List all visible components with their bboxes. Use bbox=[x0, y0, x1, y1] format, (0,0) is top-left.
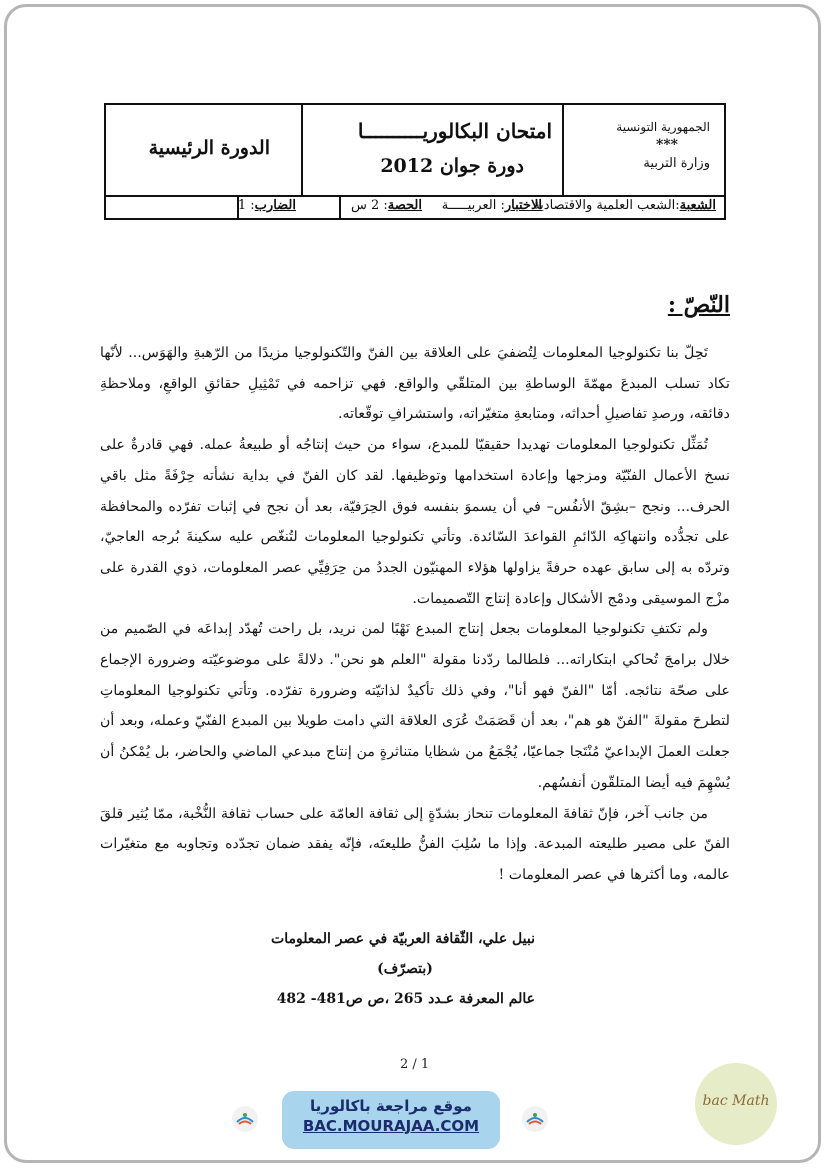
text-source bbox=[271, 924, 535, 1014]
source-author: نبيل علي، الثّقافة العربيّة في عصر المعلومات bbox=[271, 931, 535, 947]
duration-label: الحصة bbox=[387, 198, 422, 213]
subject-field bbox=[442, 198, 542, 213]
header-divider bbox=[106, 195, 724, 197]
site-logo-icon bbox=[522, 1106, 548, 1132]
stars: *** bbox=[656, 137, 678, 153]
header-divider bbox=[562, 105, 564, 195]
duration-field bbox=[351, 198, 422, 213]
paragraph: ولم تكتفِ تكنولوجيا المعلومات بجعل إنتاج المبدع نَهْبًا لمن نريد، بل راحت تُهدّد إبداعَه في الصّميم من خلال برامجَ تُحاكي ابتكاراته... فلطالما ردّدنا مقولة "العلم هو نحن". دلالةً على موضوعيّته وضرورة الإجماع على صحّة نتائجه. أمّا "الفنّ فهو أنا"، وفي ذلك تأكيدٌ لذاتيّته وضرورة تفرّده. وتأتي تكنولوجيا المعلوماتِ لتطرحَ مقولةَ "الفنّ هو هم"، بعد أن قَصَمَتْ عُرَى العلاقة التي دامت طويلا بين المبدع الفنّيّ وعمله، وبعد أن جعلت العملَ الإبداعيّ مُنْتَجا جماعيّا، يُجْمَعُ من شظايا متناثرةٍ من إنتاج مبدعي الماضي والحاضر، بل يُمْكنُ أن يُسْهِمَ فيه أيضا المتلقّون أنفسُهم. bbox=[100, 621, 730, 791]
republic-label: الجمهورية التونسية bbox=[616, 120, 710, 134]
site-logo-icon bbox=[232, 1106, 258, 1132]
text-body bbox=[100, 338, 730, 891]
paragraph: تَحِلّ بنا تكنولوجيا المعلومات لِتُضفيَ على العلاقة بين الفنّ والتّكنولوجيا مزيدًا من الرّهبةِ والهَوَس... لأنّها تكاد تسلب المبدعَ مهمّةَ الوساطةِ بين المتلقّي والواقع. فهي تزاحمه في تَمْثِيلِ حقائقِ الواقعِ، وملاحظةِ دقائقه، ورصدِ تفاصيلِ أحداثه، ومتابعةِ متغيّراته، واستشرافِ توقّعاته. bbox=[100, 345, 730, 423]
site-url-link[interactable]: BAC.MOURAJAA.COM bbox=[302, 1117, 480, 1135]
coefficient-label: الضارب bbox=[254, 198, 296, 213]
text-heading: النّصّ : bbox=[667, 292, 730, 318]
subject-value: : العربيـــــة bbox=[441, 198, 505, 213]
site-name-arabic[interactable]: موقع مراجعة باكالوريا bbox=[310, 1097, 472, 1115]
coefficient-field bbox=[238, 198, 296, 213]
exam-header-table bbox=[104, 103, 726, 220]
paragraph: تُمَثِّل تكنولوجيا المعلومات تهديدا حقيقيّا للمبدع، سواء من حيث إنتاجُه أو طبيعةُ عمله. فهي قادرةٌ على نسخ الأعمال الفنّيّة ومزجها وإعادة استخدامها وتوظيفها. لقد كان الفنّ في بداية نشأته حِرْفَةً مثل باقي الحرف... ونجح –بشِقّ الأنفُس– في أن يسموَ بنفسه فوق الحِرَفيّة، بعد أن نجح في إثبات تفرّده والمحافظة على تجدُّده وانتهاكِه الدّائمِ القواعدَ السّائدة. وتأتي تكنولوجيا المعلومات لتُنغّص عليه سكينةَ بُرجه العاجيّ، وتردّه به إلى سابق عهده حرفةً يزاولها هؤلاء المهنيّون الجددُ من حِرَفِيِّي عصر المعلومات، ذوي القدرة على مزْج الموسيقى ودمْج الأشكال وإعادة إنتاج التّصميمات. bbox=[100, 437, 730, 607]
subject-label: الاختبار bbox=[504, 198, 542, 213]
header-divider bbox=[301, 105, 303, 195]
site-banner[interactable] bbox=[282, 1091, 500, 1149]
source-reference: عالم المعرفة عـدد 265 ،ص ص481- 482 bbox=[276, 991, 535, 1007]
branch-value: :الشعب العلمية والاقتصادية bbox=[533, 198, 680, 213]
branch-field bbox=[533, 198, 716, 213]
page-number: 2 / 1 bbox=[400, 1057, 430, 1072]
coefficient-value: : 1 bbox=[237, 198, 255, 213]
duration-value: : 2 س bbox=[350, 198, 388, 213]
main-session: الدورة الرئيسية bbox=[148, 137, 270, 159]
exam-title: امتحان البكالوريــــــــــا bbox=[357, 119, 552, 143]
paragraph: من جانب آخر، فإنّ ثقافةَ المعلومات تنحاز بشدّةٍ إلى ثقافة العامّة على حساب ثقافة النُّخْبة، ممّا يُثير قلقَ الفنّ على مصير طليعته المبدعة. وإذا ما سُلِبَ الفنُّ طليعتَه، فإنّه يفقد ضمان تجدّده وتجاوبه مع متغيّرات عالمه، وما أكثرها في عصر المعلومات ! bbox=[100, 805, 730, 883]
header-divider bbox=[339, 195, 341, 218]
bac-math-logo bbox=[695, 1063, 777, 1145]
exam-session: دورة جوان 2012 bbox=[380, 155, 524, 177]
bac-math-logo-text: bac Math bbox=[702, 1093, 770, 1109]
ministry-label: وزارة التربية bbox=[643, 156, 710, 171]
branch-label: الشعبة bbox=[679, 198, 716, 213]
source-adapted: (بتصرّف) bbox=[377, 961, 433, 977]
